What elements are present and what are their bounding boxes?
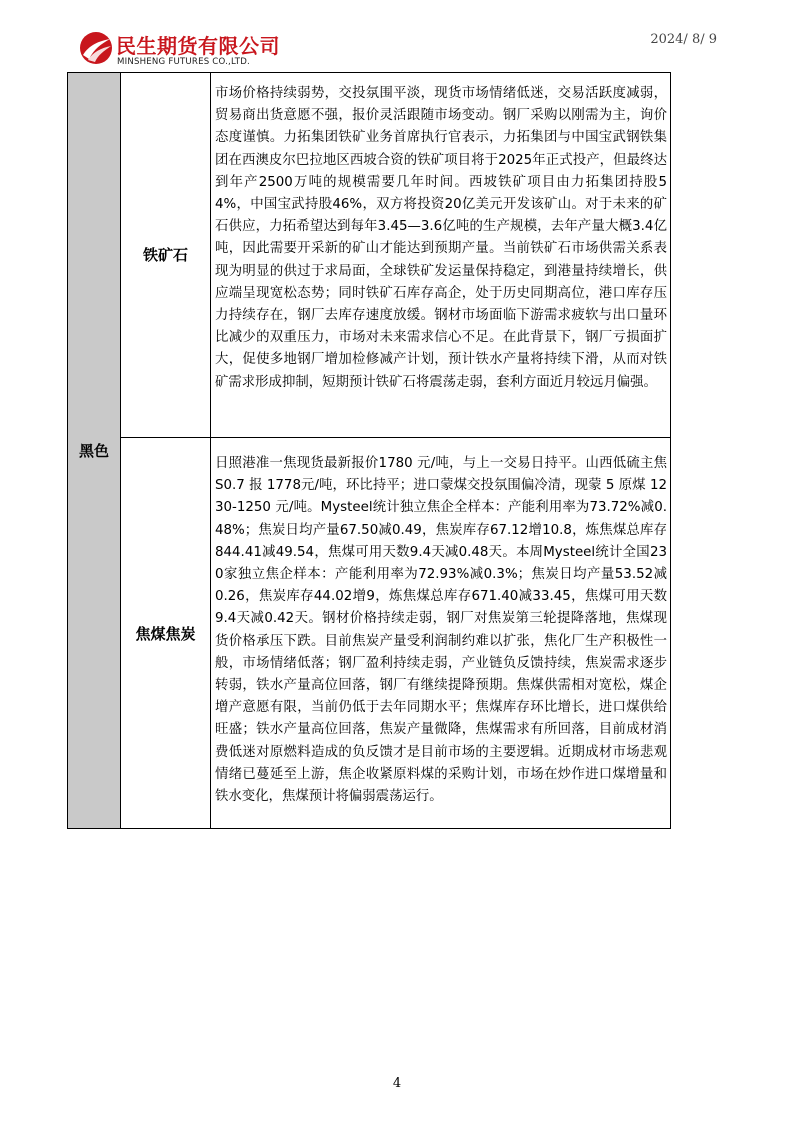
row-text-coking-coal: 日照港准一焦现货最新报价1780 元/吨，与上一交易日持平。山西低硫主焦 S0.7 报 1778元/吨，环比持平；进口蒙煤交投氛围偏冷清，现蒙 5 原煤 1230-1250 元/吨。Mysteel统计独立焦企全样本：产能利用率为73.72%减0.48%；焦炭日均产量67.50减0.49，焦炭库存67.12增10.8，炼焦煤总库存844.41减49.54，焦煤可用天数9.4天减0.48天。本周Mysteel统计全国230家独立焦企样本：产能利用率为72.93%减0.3%；焦炭日均产量53.52减0.26，焦炭库存44.02增9，炼焦煤总库存671.40减33.45，焦煤可用天数9.4天减0.42天。钢材价格持续走弱，钢厂对焦炭第三轮提降落地，焦煤现货价格承压下跌。目前焦炭产量受利润制约难以扩张，焦化厂生产积极性一般，市场情绪低落；钢厂盈利持续走弱，产业链负反馈持续，焦炭需求逐步转弱，铁水产量高位回落，钢厂有继续提降预期。焦煤供需相对宽松，煤企增产意愿有限，当前仍低于去年同期水平；焦煤库存环比增长，进口煤供给旺盛；铁水产量高位回落，焦炭产量微降，焦煤需求有所回落，目前成材消费低迷对原燃料造成的负反馈才是目前市场的主要逻辑。近期成材市场悲观情绪已蔓延至上游，焦企收紧原料煤的采购计划，市场在炒作进口煤增量和铁水变化，焦煤预计将偏弱震荡运行。: [215, 456, 667, 805]
row-label-iron-ore: 铁矿石: [121, 72, 211, 437]
row-text-iron-ore: 市场价格持续弱势，交投氛围平淡，现货市场情绪低迷，交易活跃度减弱，贸易商出货意愿不强，报价灵活跟随市场变动。钢厂采购以刚需为主，询价态度谨慎。力拓集团铁矿业务首席执行官表示，力拓集团与中国宝武钢铁集团在西澳皮尔巴拉地区西坡合资的铁矿项目将于2025年正式投产，但最终达到年产2500万吨的规模需要几年时间。西坡铁矿项目由力拓集团持股54%，中国宝武持股46%，双方将投资20亿美元开发该矿山。对于未来的矿石供应，力拓希望达到每年3.45—3.6亿吨的生产规模，去年产量大概3.4亿吨，因此需要开采新的矿山才能达到预期产量。当前铁矿石市场供需关系表现为明显的供过于求局面，全球铁矿发运量保持稳定，到港量持续增长，供应端呈现宽松态势；同时铁矿石库存高企，处于历史同期高位，港口库存压力持续存在，钢厂去库存速度放缓。钢材市场面临下游需求疲软与出口量环比减少的双重压力，市场对未来需求信心不足。在此背景下，钢厂亏损面扩大，促使多地钢厂增加检修减产计划，预计铁水产量将持续下滑，从而对铁矿需求形成抑制，短期预计铁矿石将震荡走弱，套利方面近月较远月偏强。: [215, 86, 667, 390]
minsheng-logo-icon: [79, 31, 113, 65]
company-name-cn: 民生期货有限公司: [116, 34, 280, 58]
row-label-coking-coal: 焦煤焦炭: [121, 437, 211, 829]
page-number: 4: [392, 1076, 402, 1091]
commodity-table: [67, 72, 671, 829]
company-name-en: MINSHENG FUTURES CO.,LTD.: [117, 57, 250, 67]
category-label: 黑色: [78, 442, 109, 460]
table-border: [67, 72, 671, 829]
page-header: [0, 0, 794, 72]
report-date: 2024/ 8/ 9: [650, 32, 717, 47]
